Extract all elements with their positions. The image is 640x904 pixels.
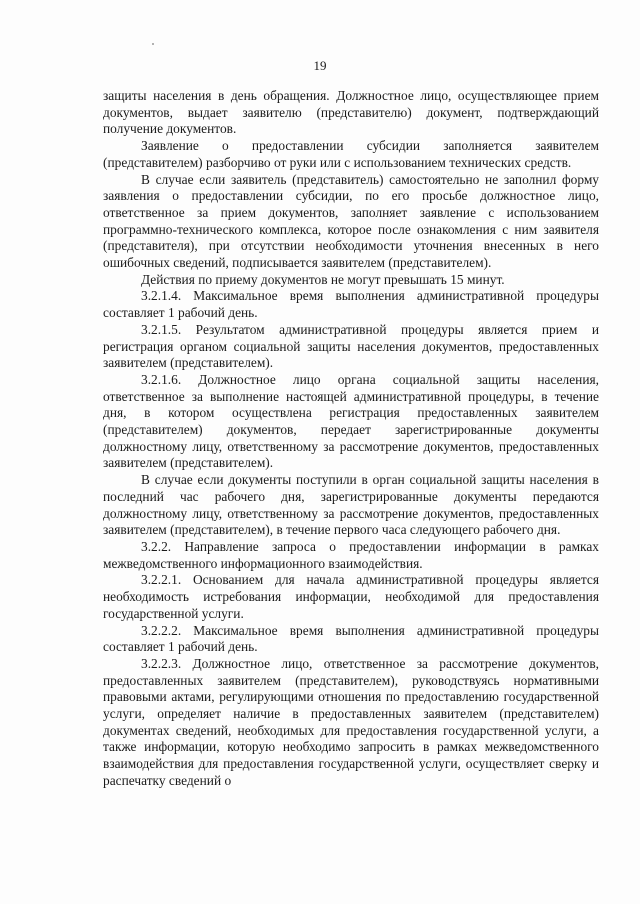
clause-3-2-2: 3.2.2. Направление запроса о предоставлении информации в рамках межведомственного информационного взаимодействия. xyxy=(103,538,599,571)
scan-speck xyxy=(152,43,154,45)
paragraph-last-hour-receipt: В случае если документы поступили в орган социальной защиты населения в последний час рабочего дня, зарегистрированные документы передаются должностному лицу, ответственному за рассмотрение документов, предоставленных заявителем (представителем), в течение первого часа следующего рабочего дня. xyxy=(103,472,599,538)
paragraph-official-fills-form: В случае если заявитель (представитель) самостоятельно не заполнил форму заявления о предоставлении субсидии, по его просьбе должностное лицо, ответственное за прием документов, заполняет заявление с использованием программно-технического комплекса, которое после ознакомления с ним заявителя (представителя), при отсутствии необходимости уточнения внесенных в него ошибочных сведений, подписывается заявителем (представителем). xyxy=(103,171,599,271)
paragraph-time-limit: Действия по приему документов не могут превышать 15 минут. xyxy=(141,271,505,287)
paragraph-continuation: защиты населения в день обращения. Должностное лицо, осуществляющее прием документов, выдает заявителю (представителю) документ, подтверждающий получение документов. xyxy=(103,88,599,137)
paragraph-application-filling: Заявление о предоставлении субсидии заполняется заявителем (представителем) разборчиво от руки или с использованием технических средств. xyxy=(103,138,599,170)
clause-3-2-1-4: 3.2.1.4. Максимальное время выполнения административной процедуры составляет 1 рабочий день. xyxy=(103,288,599,321)
clause-3-2-2-2: 3.2.2.2. Максимальное время выполнения административной процедуры составляет 1 рабочий день. xyxy=(103,622,599,655)
page-number: 19 xyxy=(313,58,327,73)
clause-3-2-2-3: 3.2.2.3. Должностное лицо, ответственное за рассмотрение документов, предоставленных заявителем (представителем), руководствуясь нормативными правовыми актами, регулирующими отношения по предоставлению государственной услуги, определяет наличие в предоставленных заявителем (представителем) документах сведений, необходимых для предоставления государственной услуги, а также информации, которую необходимо запросить в рамках межведомственного взаимодействия для предоставления государственной услуги, осуществляет сверку и распечатку сведений о xyxy=(103,655,599,788)
clause-3-2-1-5: 3.2.1.5. Результатом административной процедуры является прием и регистрация органом социальной защиты населения документов, предоставленных заявителем (представителем). xyxy=(103,321,599,371)
clause-3-2-2-1: 3.2.2.1. Основанием для начала административной процедуры является необходимость истребования информации, необходимой для предоставления государственной услуги. xyxy=(103,572,599,621)
clause-3-2-1-6: 3.2.1.6. Должностное лицо органа социальной защиты населения, ответственное за выполнение настоящей административной процедуры, в течение дня, в котором осуществлена регистрация предоставленных заявителем (представителем) документов, передает зарегистрированные документы должностному лицу, ответственному за рассмотрение документов, предоставленных заявителем (представителем). xyxy=(103,371,599,471)
document-body xyxy=(103,88,599,790)
